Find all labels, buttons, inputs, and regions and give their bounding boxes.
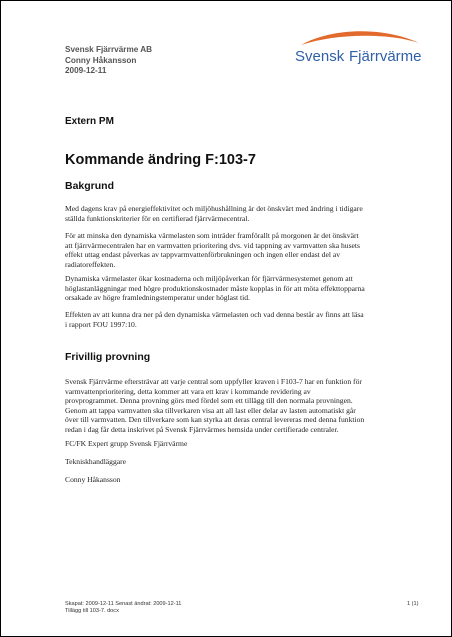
- footer-dates: Skapat: 2009-12-11 Senast ändrat: 2009-12-11: [65, 601, 182, 607]
- paragraph: Dynamiska värmelaster ökar kostnaderna och miljöpåverkan för fjärrvärmesystemet genom att höglastanläggningar med högre produktionskostnader måste kopplas in för att möta effekttopparna orsakade av högre framledningstemperatur under höglast tid.: [65, 274, 365, 303]
- document-title: Kommande ändring F:103-7: [65, 152, 256, 168]
- paragraph: För att minska den dynamiska värmelasten som inträder framförallt på morgonen är det önskvärt att fjärrvärmecentralen har en varmvatten prioritering dvs. vid tappning av varmvatten ska husets effekt uttag endast påverkas av tappvarmvattenförbrukningen och ingen eller endast del av radiatoreffekten.: [65, 231, 360, 269]
- section-heading-bakgrund: Bakgrund: [65, 180, 115, 192]
- paragraph: Med dagens krav på energieffektivitet och miljöhushållning är det önskvärt med ändring i tidigare ställda funktionskriterier för en certifierad fjärrvärmecentral.: [65, 204, 363, 223]
- header-author: Conny Håkansson: [65, 55, 137, 65]
- svensk-fjarrvarme-logo: [293, 31, 425, 77]
- logo-swoosh-icon: [301, 31, 419, 45]
- signature-line: Tekniskhandläggare: [65, 457, 127, 466]
- document-header: [65, 45, 152, 77]
- logo-text-fjarrvarme: Fjärrvärme: [349, 48, 422, 65]
- document-footer: [65, 601, 181, 615]
- page-number: 1 (1): [407, 601, 419, 607]
- paragraph: Svensk Fjärrvärme eftersträvar att varje central som uppfyller kraven i F103-7 har en funktion för varmvattenprioritering, detta kommer att vara ett krav i kommande revidering av provprogrammet. Denna provning görs med fördel som ett tillägg till den normala provningen. Genom att tappa varmvatten ska tillverkaren visa att all last eller delar av lasten automatiskt går över till varmvatten. Den tillverkare som kan styrka att deras central levereras med denna funktion redan i dag får detta inskrivet på Svensk Fjärrvärmes hemsida under certifierade centraler.: [65, 377, 365, 434]
- document-type: Extern PM: [65, 116, 114, 127]
- signature-line: Conny Håkansson: [65, 475, 121, 484]
- header-company: Svensk Fjärrvärme AB: [65, 45, 153, 54]
- paragraph: Effekten av att kunna dra ner på den dynamiska värmelasten och vad denna består av finns att läsa i rapport FOU 1997:10.: [65, 310, 364, 329]
- section-heading-frivillig-provning: Frivillig provning: [65, 351, 151, 363]
- signature-line: FC/FK Expert grupp Svensk Fjärrvärme: [65, 439, 188, 448]
- header-date: 2009-12-11: [65, 66, 107, 75]
- logo-text-svensk: Svensk: [295, 48, 345, 65]
- footer-filename: Tillägg till 103-7. docx: [65, 608, 119, 614]
